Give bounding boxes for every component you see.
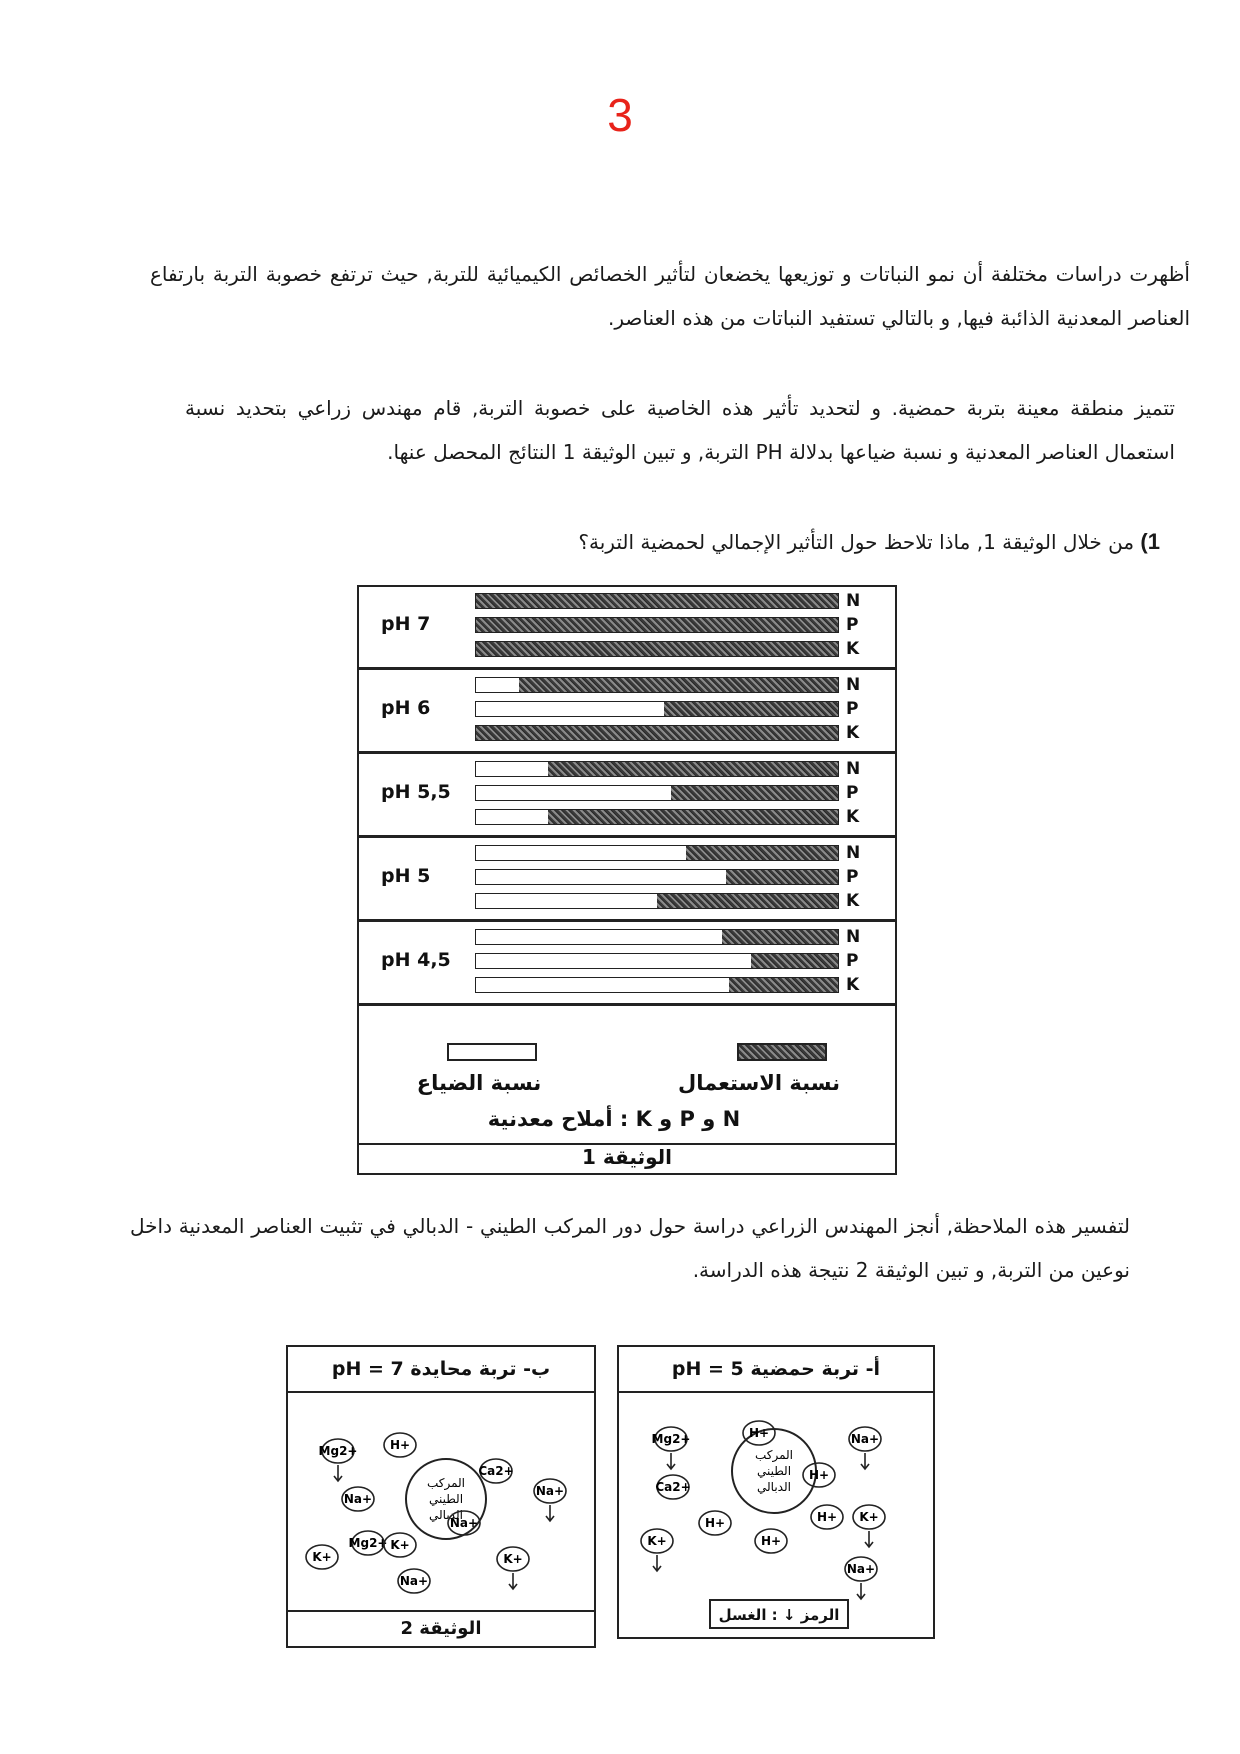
legend-npk-note: N و P و K : أملاح معدنية bbox=[487, 1107, 741, 1131]
chart-group bbox=[359, 839, 895, 922]
neutral-soil-title: ب- تربة محايدة pH = 7 bbox=[288, 1347, 594, 1393]
chart-bar bbox=[475, 701, 839, 717]
complex-label-line1: المركب bbox=[754, 1448, 794, 1462]
chart-group bbox=[359, 671, 895, 754]
ion-label: K+ bbox=[312, 1550, 332, 1564]
ph-label: pH 7 bbox=[381, 613, 431, 635]
bar-used-portion bbox=[726, 870, 838, 884]
ion-label: Ca2+ bbox=[655, 1480, 691, 1494]
ion-label: K+ bbox=[503, 1552, 523, 1566]
legend-lost-label: نسبة الضياع bbox=[416, 1071, 542, 1095]
bar-used-portion bbox=[722, 930, 838, 944]
ion-label: Na+ bbox=[399, 1574, 429, 1588]
bar-used-portion bbox=[476, 726, 838, 740]
complex-label-line1: المركب bbox=[426, 1476, 466, 1490]
paragraph-3: لتفسير هذه الملاحظة, أنجز المهندس الزراعي دراسة حول دور المركب الطيني - الدبالي في تثبيت العناصر المعدنية داخل نوعين من التربة, و تبين الوثيقة 2 نتيجة هذه الدراسة. bbox=[130, 1214, 1130, 1282]
ion-label: Na+ bbox=[850, 1432, 880, 1446]
bar-used-portion bbox=[686, 846, 838, 860]
leaching-arrow bbox=[865, 1531, 873, 1547]
bar-used-portion bbox=[729, 978, 838, 992]
complex-label-line2: الطيني bbox=[428, 1492, 464, 1506]
bar-used-portion bbox=[519, 678, 838, 692]
ion-label: K+ bbox=[859, 1510, 879, 1524]
ion-label: Mg2+ bbox=[318, 1444, 358, 1458]
element-label: K bbox=[846, 891, 860, 911]
element-label: P bbox=[846, 951, 859, 971]
bar-used-portion bbox=[657, 894, 838, 908]
complex-label-line2: الطيني bbox=[756, 1464, 792, 1478]
ion-label: K+ bbox=[647, 1534, 667, 1548]
legend-used-swatch bbox=[737, 1043, 827, 1061]
chart-legend bbox=[359, 1025, 895, 1145]
leaching-arrow bbox=[334, 1465, 342, 1481]
ion-label: H+ bbox=[808, 1468, 830, 1482]
acidic-soil-panel bbox=[617, 1345, 935, 1639]
ph-label: pH 5,5 bbox=[381, 781, 451, 803]
ion-label: Na+ bbox=[449, 1516, 479, 1530]
chart-bar bbox=[475, 641, 839, 657]
ion-label: Mg2+ bbox=[651, 1432, 691, 1446]
bar-used-portion bbox=[476, 594, 838, 608]
chart-bar bbox=[475, 893, 839, 909]
leaching-arrow bbox=[653, 1555, 661, 1571]
element-label: N bbox=[846, 675, 861, 695]
acidic-soil-title: أ- تربة حمضية pH = 5 bbox=[619, 1347, 933, 1393]
complex-label-line3: الدبالي bbox=[429, 1508, 463, 1522]
chart-bar bbox=[475, 929, 839, 945]
ion-label: Ca2+ bbox=[478, 1464, 514, 1478]
element-label: K bbox=[846, 723, 860, 743]
ph-label: pH 6 bbox=[381, 697, 431, 719]
neutral-soil-panel bbox=[286, 1345, 596, 1648]
question-1 bbox=[540, 520, 1160, 564]
element-label: N bbox=[846, 591, 861, 611]
element-label: P bbox=[846, 867, 859, 887]
ion-label: H+ bbox=[389, 1438, 411, 1452]
leaching-arrow bbox=[509, 1573, 517, 1589]
legend-used-label: نسبة الاستعمال bbox=[678, 1071, 840, 1095]
chart-bar bbox=[475, 677, 839, 693]
chart-bar bbox=[475, 785, 839, 801]
element-label: K bbox=[846, 807, 860, 827]
bar-used-portion bbox=[476, 618, 838, 632]
element-label: P bbox=[846, 615, 859, 635]
ion-label: K+ bbox=[390, 1538, 410, 1552]
document-1-chart bbox=[357, 585, 897, 1175]
intro-paragraph-1: أظهرت دراسات مختلفة أن نمو النباتات و توزيعها يخضعان لتأثير الخصائص الكيميائية للتربة, حيث ترتفع خصوبة التربة بارتفاع العناصر المعدنية الذائبة فيها, و بالتالي تستفيد النباتات من هذه العناصر. bbox=[150, 262, 1190, 330]
element-label: P bbox=[846, 699, 859, 719]
legend-lost-swatch bbox=[447, 1043, 537, 1061]
leaching-arrow bbox=[861, 1453, 869, 1469]
chart-bar bbox=[475, 761, 839, 777]
leaching-arrow bbox=[857, 1583, 865, 1599]
question-1-number: 1) bbox=[1140, 529, 1160, 554]
chart-bar bbox=[475, 809, 839, 825]
bar-used-portion bbox=[548, 810, 838, 824]
intro-paragraph-2: تتميز منطقة معينة بتربة حمضية. و لتحديد تأثير هذه الخاصية على خصوبة التربة, قام مهندس زراعي بتحديد نسبة استعمال العناصر المعدنية و نسبة ضياعها بدلالة PH التربة, و تبين الوثيقة 1 النتائج المحصل عنها. bbox=[185, 396, 1175, 464]
complex-label-line3: الدبالي bbox=[757, 1480, 791, 1494]
ion-label: H+ bbox=[748, 1426, 770, 1440]
bar-used-portion bbox=[476, 642, 838, 656]
ion-label: H+ bbox=[704, 1516, 726, 1530]
chart-bar bbox=[475, 869, 839, 885]
ion-label: H+ bbox=[760, 1534, 782, 1548]
chart-group bbox=[359, 755, 895, 838]
element-label: N bbox=[846, 843, 861, 863]
chart-bar bbox=[475, 725, 839, 741]
leaching-arrow bbox=[546, 1505, 554, 1521]
ion-label: Na+ bbox=[846, 1562, 876, 1576]
element-label: N bbox=[846, 759, 861, 779]
element-label: K bbox=[846, 975, 860, 995]
chart-bar bbox=[475, 593, 839, 609]
ph-label: pH 4,5 bbox=[381, 949, 451, 971]
chart-bar bbox=[475, 617, 839, 633]
ion-label: Na+ bbox=[535, 1484, 565, 1498]
element-label: P bbox=[846, 783, 859, 803]
ion-label: Na+ bbox=[343, 1492, 373, 1506]
leaching-symbol-legend: الرمز ↓ : الغسل bbox=[709, 1599, 849, 1629]
ion-label: Mg2+ bbox=[348, 1536, 388, 1550]
chart-bar bbox=[475, 845, 839, 861]
element-label: K bbox=[846, 639, 860, 659]
acidic-soil-diagram bbox=[619, 1391, 933, 1601]
ion-label: H+ bbox=[816, 1510, 838, 1524]
bar-used-portion bbox=[671, 786, 838, 800]
bar-used-portion bbox=[664, 702, 838, 716]
chart-group bbox=[359, 587, 895, 670]
ph-label: pH 5 bbox=[381, 865, 431, 887]
neutral-soil-diagram bbox=[288, 1391, 594, 1611]
page-number: 3 bbox=[607, 89, 633, 141]
document-1-caption: الوثيقة 1 bbox=[582, 1145, 672, 1169]
question-1-text: من خلال الوثيقة 1, ماذا تلاحظ حول التأثير الإجمالي لحمضية التربة؟ bbox=[578, 530, 1135, 554]
chart-group bbox=[359, 923, 895, 1006]
chart-bar bbox=[475, 977, 839, 993]
document-2-caption: الوثيقة 2 bbox=[288, 1610, 594, 1646]
bar-used-portion bbox=[751, 954, 838, 968]
chart-bar bbox=[475, 953, 839, 969]
leaching-arrow bbox=[667, 1453, 675, 1469]
element-label: N bbox=[846, 927, 861, 947]
bar-used-portion bbox=[548, 762, 838, 776]
